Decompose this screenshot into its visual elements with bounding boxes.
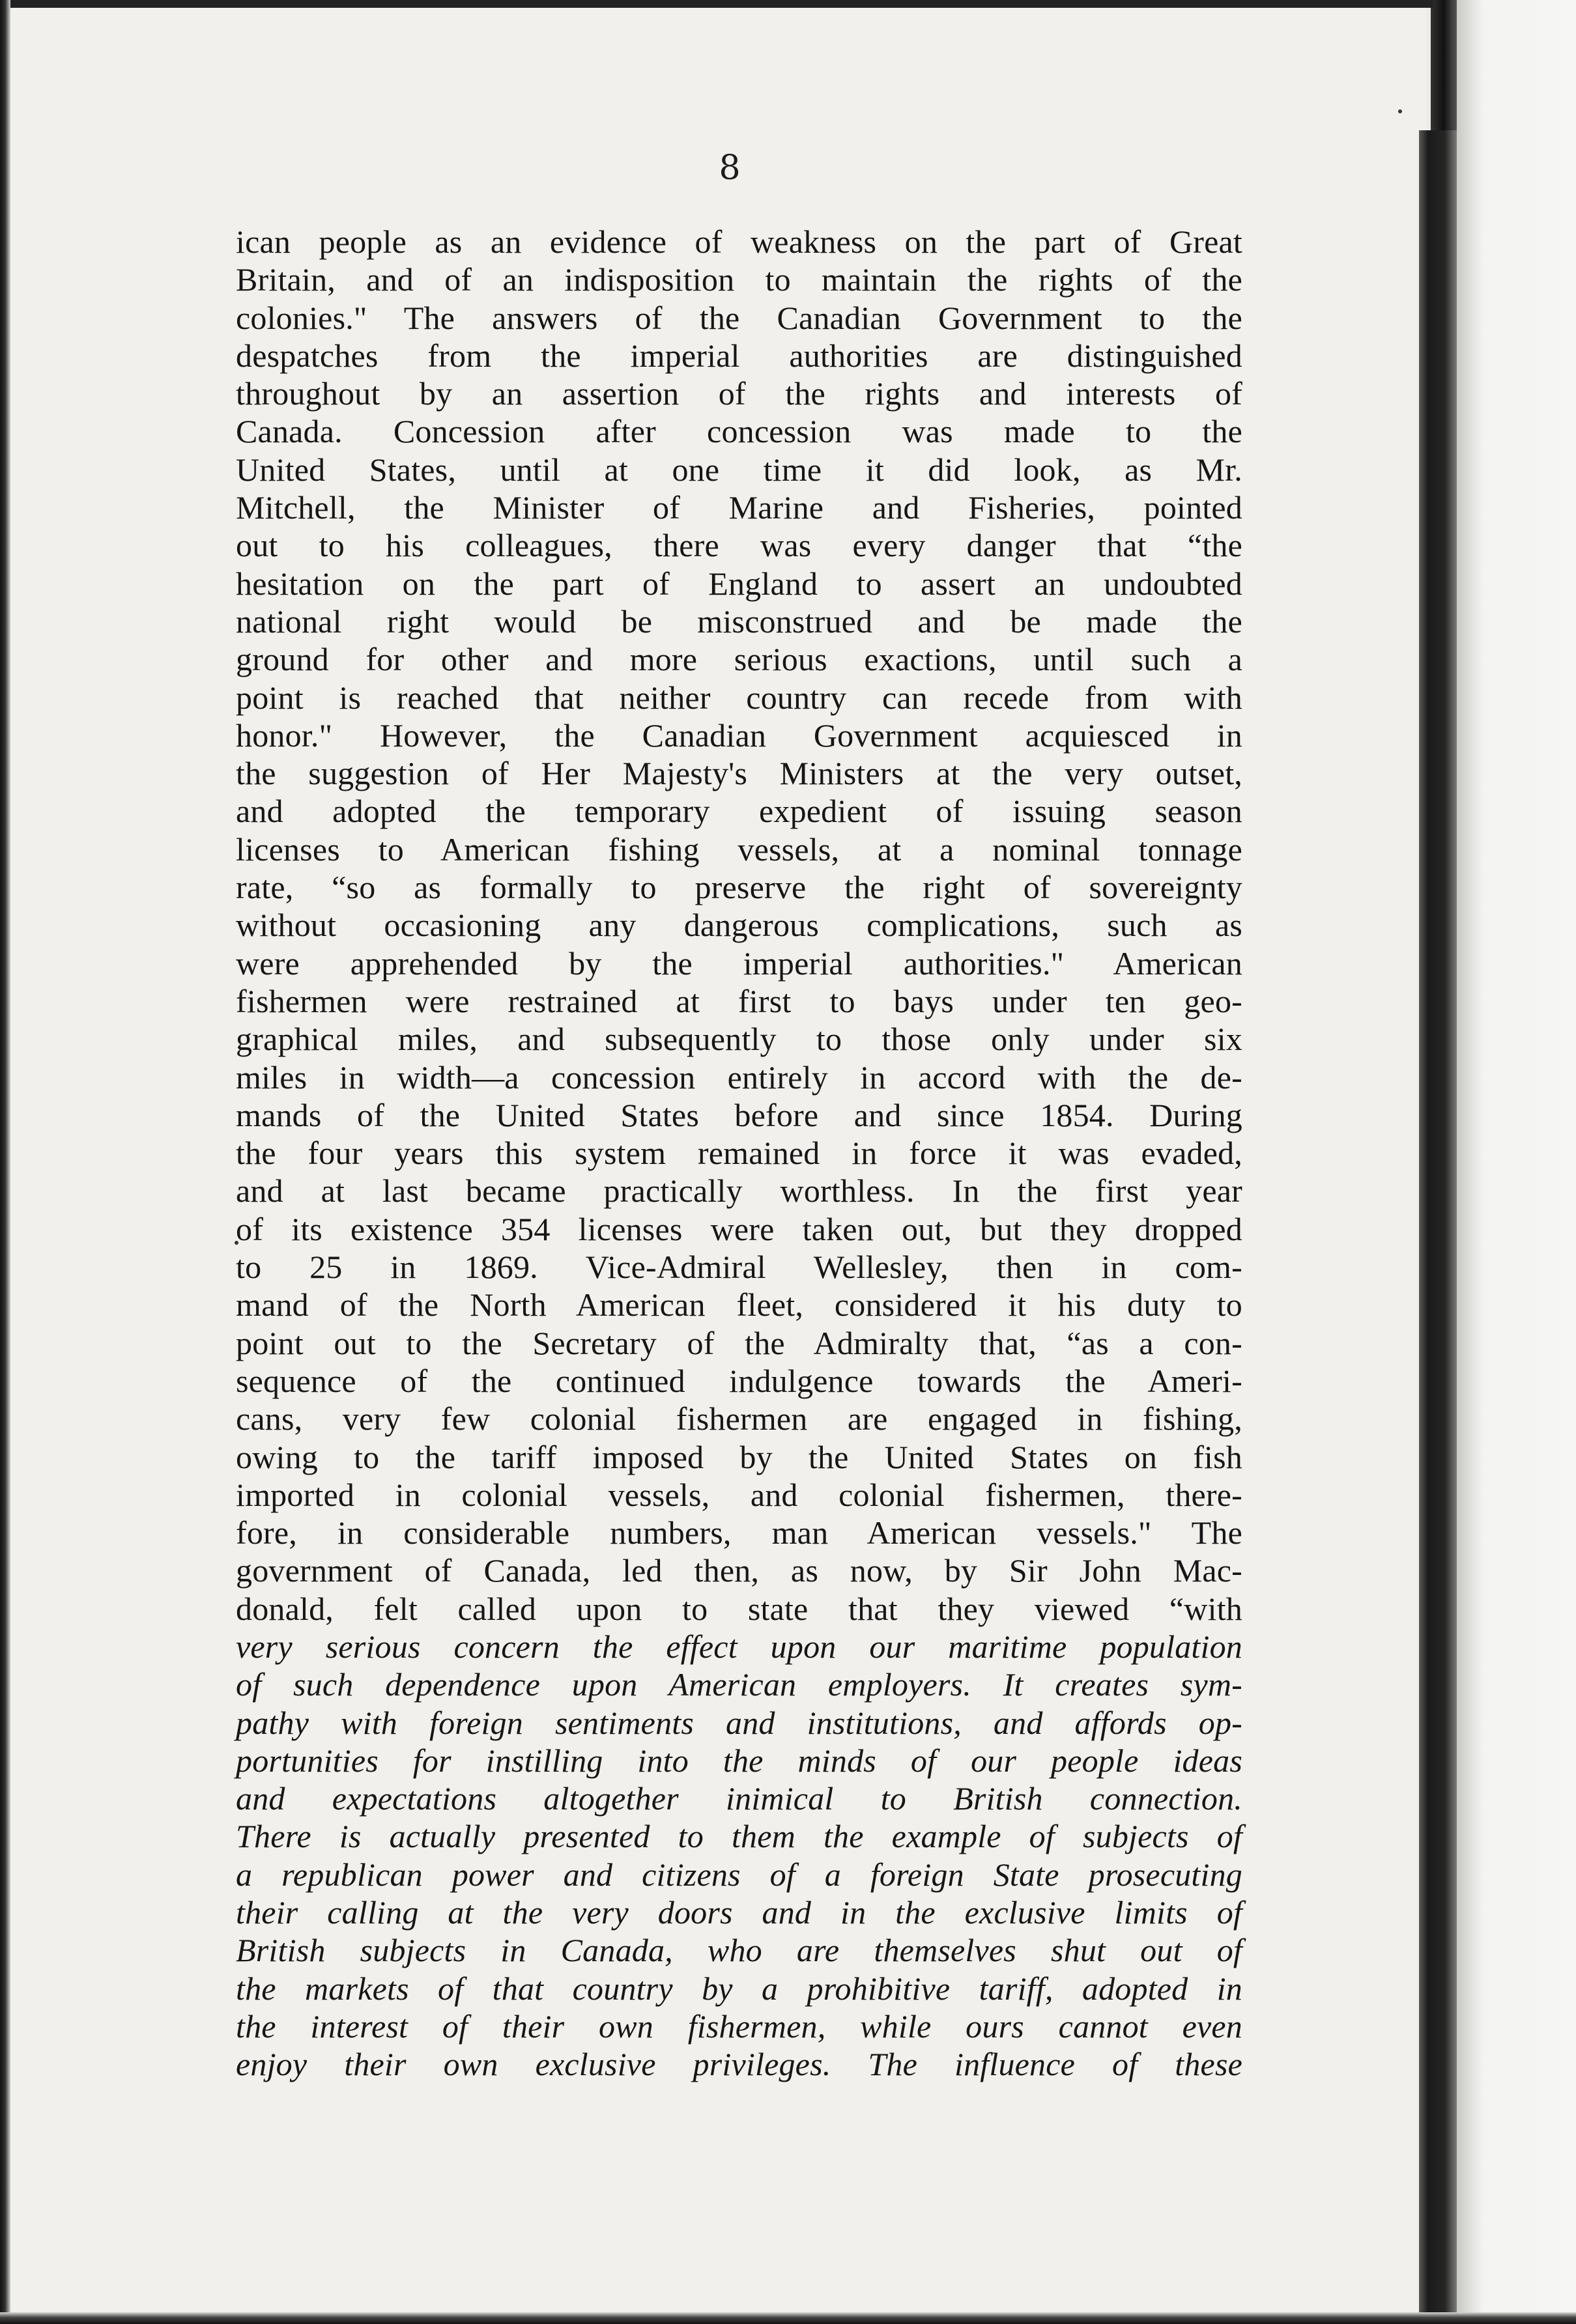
- text-line: very serious concern the effect upon our maritime population: [236, 1628, 1242, 1665]
- text-line: of such dependence upon American employers. It creates sym-: [236, 1666, 1242, 1703]
- adjacent-page-edge: [1457, 0, 1576, 2324]
- text-line: imported in colonial vessels, and colonial fishermen, there-: [236, 1476, 1242, 1513]
- text-line: Mitchell, the Minister of Marine and Fisheries, pointed: [236, 489, 1242, 526]
- text-line: and expectations altogether inimical to British connection.: [236, 1780, 1242, 1817]
- text-line: were apprehended by the imperial authorities." American: [236, 944, 1242, 982]
- text-line: portunities for instilling into the minds of our people ideas: [236, 1742, 1242, 1779]
- text-line: miles in width—a concession entirely in accord with the de-: [236, 1058, 1242, 1096]
- text-line: donald, felt called upon to state that they viewed “with: [236, 1590, 1242, 1627]
- text-line: enjoy their own exclusive privileges. The influence of these: [236, 2046, 1242, 2083]
- text-line: honor." However, the Canadian Government acquiesced in: [236, 716, 1242, 754]
- text-line: without occasioning any dangerous complications, such as: [236, 907, 1242, 944]
- text-line: cans, very few colonial fishermen are engaged in fishing,: [236, 1400, 1242, 1438]
- text-line: sequence of the continued indulgence towards the Ameri-: [236, 1362, 1242, 1399]
- text-line: the interest of their own fishermen, while ours cannot even: [236, 2007, 1242, 2045]
- scan-top-border: [0, 0, 1433, 8]
- text-line: to 25 in 1869. Vice-Admiral Wellesley, then in com-: [236, 1249, 1242, 1286]
- text-line: Britain, and of an indisposition to maintain the rights of the: [236, 261, 1242, 298]
- book-spine-top: [1431, 0, 1457, 137]
- text-line: point out to the Secretary of the Admiralty that, “as a con-: [236, 1324, 1242, 1361]
- text-line: pathy with foreign sentiments and institutions, and affords op-: [236, 1704, 1242, 1741]
- scan-bottom-border: [0, 2312, 1576, 2324]
- text-line: Canada. Concession after concession was made to the: [236, 413, 1242, 450]
- text-line: a republican power and citizens of a foreign State prosecuting: [236, 1856, 1242, 1893]
- text-line: hesitation on the part of England to assert an undoubted: [236, 565, 1242, 602]
- text-line: colonies." The answers of the Canadian Government to the: [236, 299, 1242, 336]
- scan-speck: [1398, 109, 1402, 113]
- scan-left-border: [0, 0, 10, 2324]
- text-line: the four years this system remained in force it was evaded,: [236, 1135, 1242, 1172]
- text-line: their calling at the very doors and in the exclusive limits of: [236, 1894, 1242, 1931]
- text-line: fore, in considerable numbers, man American vessels." The: [236, 1514, 1242, 1552]
- text-line: despatches from the imperial authorities are distinguished: [236, 337, 1242, 374]
- body-text: [236, 223, 1242, 2084]
- text-line: British subjects in Canada, who are themselves shut out of: [236, 1932, 1242, 1969]
- text-line: owing to the tariff imposed by the United States on fish: [236, 1438, 1242, 1475]
- text-line: and at last became practically worthless. In the first year: [236, 1172, 1242, 1210]
- text-line: the suggestion of Her Majesty's Ministers at the very outset,: [236, 755, 1242, 792]
- text-line: There is actually presented to them the example of subjects of: [236, 1818, 1242, 1855]
- book-spine: [1419, 130, 1457, 2324]
- text-line: mands of the United States before and since 1854. During: [236, 1096, 1242, 1133]
- text-line: ican people as an evidence of weakness on the part of Great: [236, 223, 1242, 260]
- text-line: and adopted the temporary expedient of issuing season: [236, 793, 1242, 830]
- text-line: licenses to American fishing vessels, at a nominal tonnage: [236, 830, 1242, 868]
- page-number: 8: [719, 149, 741, 188]
- text-line: the markets of that country by a prohibitive tariff, adopted in: [236, 1970, 1242, 2007]
- text-line: throughout by an assertion of the rights and interests of: [236, 375, 1242, 412]
- text-line: United States, until at one time it did look, as Mr.: [236, 451, 1242, 488]
- text-line: graphical miles, and subsequently to those only under six: [236, 1021, 1242, 1058]
- text-line: out to his colleagues, there was every danger that “the: [236, 527, 1242, 564]
- text-line: ground for other and more serious exactions, until such a: [236, 641, 1242, 678]
- text-line: fishermen were restrained at first to bays under ten geo-: [236, 982, 1242, 1019]
- text-line: rate, “so as formally to preserve the right of sovereignty: [236, 869, 1242, 906]
- text-line: mand of the North American fleet, considered it his duty to: [236, 1286, 1242, 1324]
- text-line: point is reached that neither country can recede from with: [236, 679, 1242, 716]
- text-line: of its existence 354 licenses were taken out, but they dropped: [236, 1210, 1242, 1247]
- text-line: national right would be misconstrued and be made the: [236, 602, 1242, 640]
- text-line: government of Canada, led then, as now, by Sir John Mac-: [236, 1552, 1242, 1589]
